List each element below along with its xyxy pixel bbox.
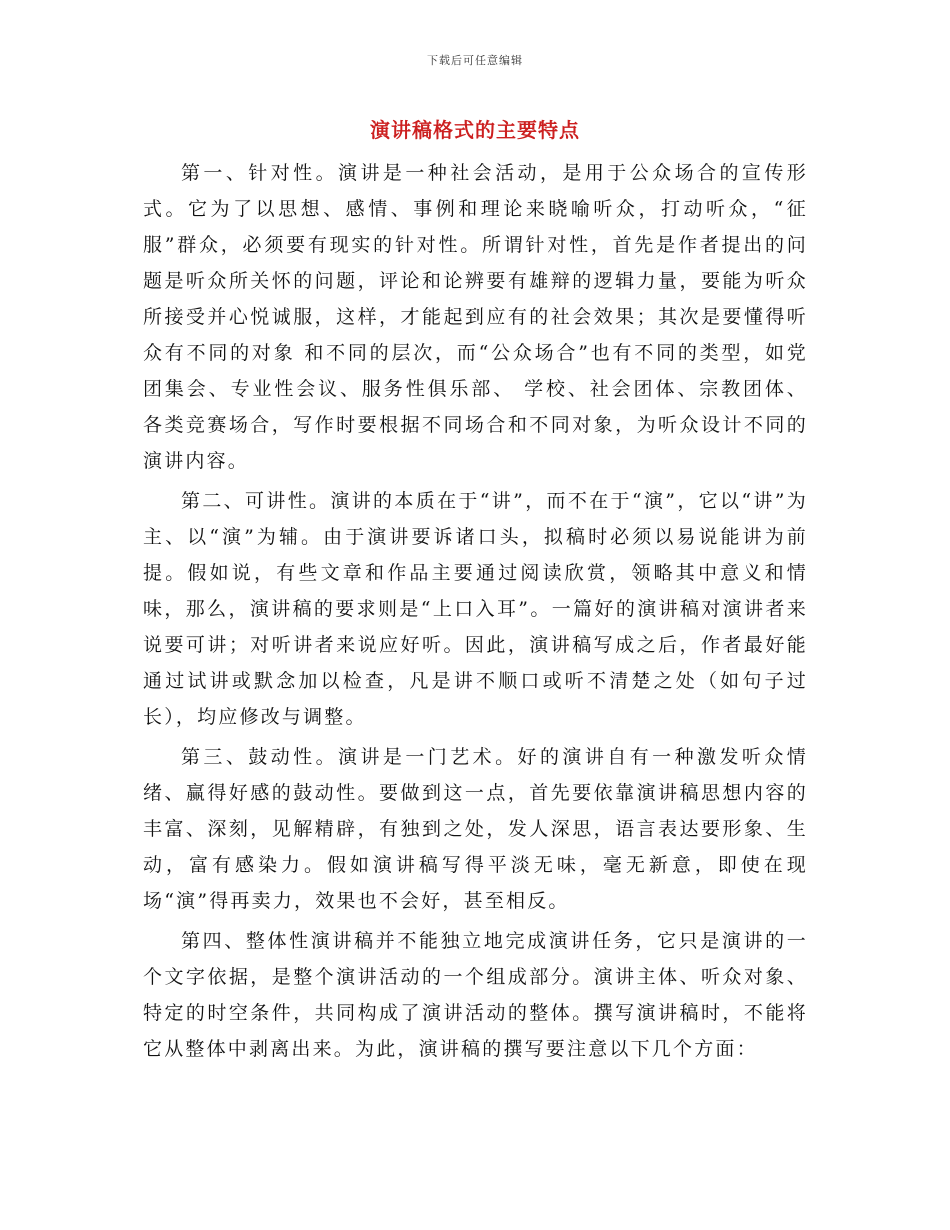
paragraph-1: 第一、针对性。演讲是一种社会活动，是用于公众场合的宣传形式。它为了以思想、感情、事例和理论来晓喻听众，打动听众，“征服”群众，必须要有现实的针对性。所谓针对性，首先是作者提出的问题是听众所关怀的问题，评论和论辨要有雄辩的逻辑力量，要能为听众所接受并心悦诚服，这样，才能起到应有的社会效果；其次是要懂得听众有不同的对象 和不同的层次，而“公众场合”也有不同的类型，如党团集会、专业性会议、服务性俱乐部、 学校、社会团体、宗教团体、各类竞赛场合，写作时要根据不同场合和不同对象，为听众设计不同的演讲内容。 (143, 162, 808, 472)
document-body (143, 155, 808, 1071)
paragraph-2: 第二、可讲性。演讲的本质在于“讲”，而不在于“演”，它以“讲”为主、以“演”为辅。由于演讲要诉诸口头，拟稿时必须以易说能讲为前提。假如说，有些文章和作品主要通过阅读欣赏，领略其中意义和情味，那么，演讲稿的要求则是“上口入耳”。一篇好的演讲稿对演讲者来说要可讲；对听讲者来说应好听。因此，演讲稿写成之后，作者最好能通过试讲或默念加以检查，凡是讲不顺口或听不清楚之处（如句子过长），均应修改与调整。 (143, 490, 808, 728)
paragraph-4: 第四、整体性演讲稿并不能独立地完成演讲任务，它只是演讲的一个文字依据，是整个演讲活动的一个组成部分。演讲主体、听众对象、特定的时空条件，共同构成了演讲活动的整体。撰写演讲稿时，不能将它从整体中剥离出来。为此，演讲稿的撰写要注意以下几个方面： (143, 930, 808, 1060)
paragraph-3: 第三、鼓动性。演讲是一门艺术。好的演讲自有一种激发听众情绪、赢得好感的鼓动性。要做到这一点，首先要依靠演讲稿思想内容的丰富、深刻，见解精辟，有独到之处，发人深思，语言表达要形象、生动，富有感染力。假如演讲稿写得平淡无味，毫无新意，即使在现场“演”得再卖力，效果也不会好，甚至相反。 (143, 746, 808, 912)
document-title: 演讲稿格式的主要特点 (370, 118, 580, 142)
page-header: 下载后可任意编辑 (427, 54, 523, 67)
